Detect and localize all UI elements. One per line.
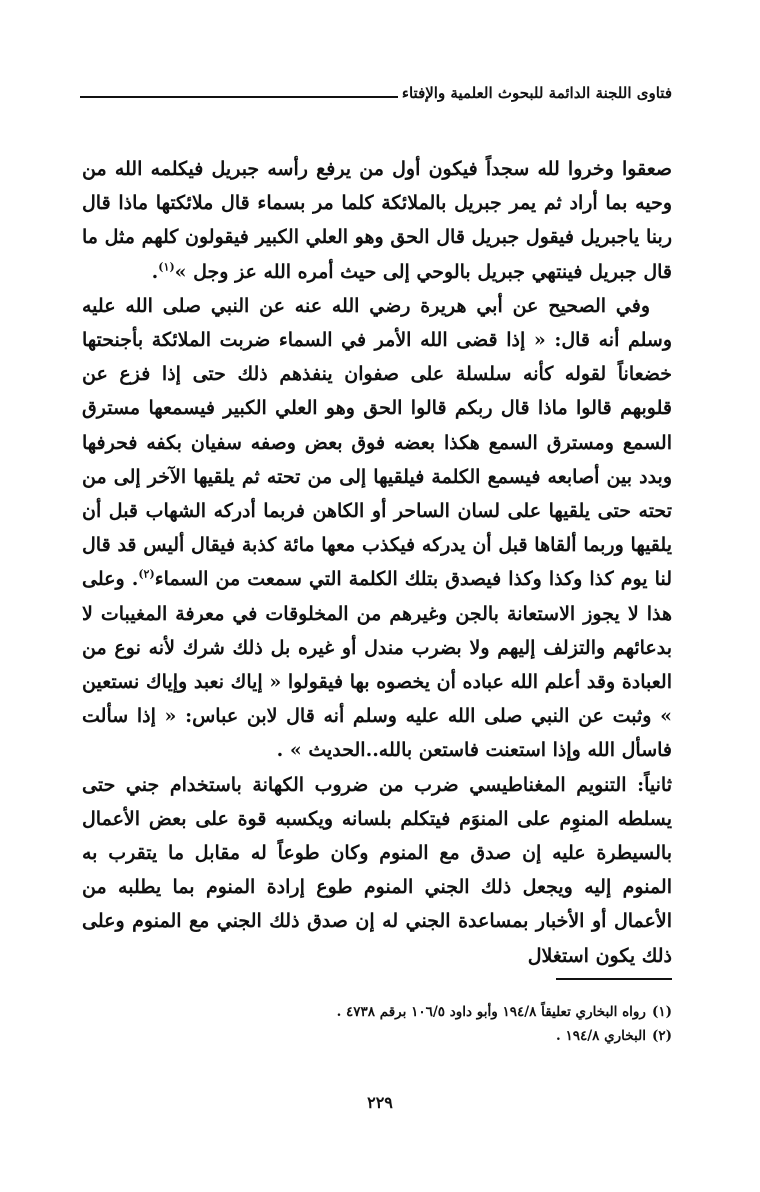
footnotes bbox=[82, 1000, 672, 1048]
body-text bbox=[82, 152, 672, 973]
paragraph-2 bbox=[82, 289, 672, 768]
page-number: ٢٢٩ bbox=[367, 1093, 393, 1112]
footnote-ref-1: (١) bbox=[158, 260, 175, 274]
footnote-2-text: البخاري ١٩٤/٨ . bbox=[556, 1028, 646, 1044]
footnote-1 bbox=[82, 1000, 672, 1024]
footnote-1-marker: (١) bbox=[651, 1004, 672, 1020]
paragraph-1-period: . bbox=[151, 260, 159, 283]
running-header-title: فتاوى اللجنة الدائمة للبحوث العلمية والإفتاء bbox=[401, 84, 672, 102]
paragraph-2-continuation: . وعلى هذا لا يجوز الاستعانة بالجن وغيرهم من المخلوقات في معرفة المغيبات لا بدعائهم والتزلف إليهم ولا بضرب مندل أو غيره بل ذلك شرك لأنه نوع من العبادة وقد أعلم الله عباده أن يخصوه بها فيقولوا « إياك نعبد وإياك نستعين » وثبت عن النبي صلى الله عليه وسلم أنه قال لابن عباس: « إذا سألت فاسأل الله وإذا استعنت فاستعن بالله..الحديث » . bbox=[82, 568, 672, 762]
running-header-rule bbox=[80, 96, 398, 98]
paragraph-2-text: وفي الصحيح عن أبي هريرة رضي الله عنه عن النبي صلى الله عليه وسلم أنه قال: « إذا قضى الله الأمر في السماء ضربت الملائكة بأجنحتها خضعاناً لقوله كأنه سلسلة على صفوان ينفذهم ذلك حتى إذا فزع عن قلوبهم قالوا ماذا قال ربكم قالوا الحق وهو العلي الكبير فيسمعها مسترق السمع ومسترق السمع هكذا بعضه فوق بعض وصفه سفيان بكفه فحرفها وبدد بين أصابعه فيسمع الكلمة فيلقيها إلى من تحته ثم يلقيها الآخر إلى من تحته حتى يلقيها على لسان الساحر أو الكاهن فربما أدركه الشهاب قبل أن يلقيها وربما ألقاها قبل أن يدركه فيكذب معها مائة كذبة فيقال أليس قد قال لنا يوم كذا وكذا وكذا فيصدق بتلك الكلمة التي سمعت من السماء bbox=[82, 294, 672, 591]
footnote-separator bbox=[556, 978, 672, 980]
paragraph-1-text: صعقوا وخروا لله سجداً فيكون أول من يرفع رأسه جبريل فيكلمه الله من وحيه بما أراد ثم يمر جبريل بالملائكة كلما مر بسماء قال ملائكتها ماذا قال ربنا ياجبريل فيقول جبريل قال الحق وهو العلي الكبير فيقولون كلهم مثل ما قال جبريل فينتهي جبريل بالوحي إلى حيث أمره الله عز وجل » bbox=[82, 158, 672, 283]
paragraph-1 bbox=[82, 152, 672, 289]
footnote-2-marker: (٢) bbox=[651, 1028, 672, 1044]
running-header bbox=[80, 70, 672, 102]
footnote-1-text: رواه البخاري تعليقاً ١٩٤/٨ وأبو داود ١٠٦/٥ برقم ٤٧٣٨ . bbox=[336, 1004, 646, 1020]
footnote-ref-2: (٢) bbox=[138, 568, 155, 582]
footnote-2 bbox=[82, 1024, 672, 1048]
paragraph-3: ثانياً: التنويم المغناطيسي ضرب من ضروب الكهانة باستخدام جني حتى يسلطه المنوِم على المنوَم فيتكلم بلسانه ويكسبه قوة على بعض الأعمال بالسيطرة عليه إن صدق مع المنوم وكان طوعاً له مقابل ما يتقرب به المنوم إليه ويجعل ذلك الجني المنوم طوع إرادة المنوم بما يطلبه من الأعمال أو الأخبار بمساعدة الجني له إن صدق ذلك الجني مع المنوم وعلى ذلك يكون استغلال bbox=[82, 773, 672, 967]
